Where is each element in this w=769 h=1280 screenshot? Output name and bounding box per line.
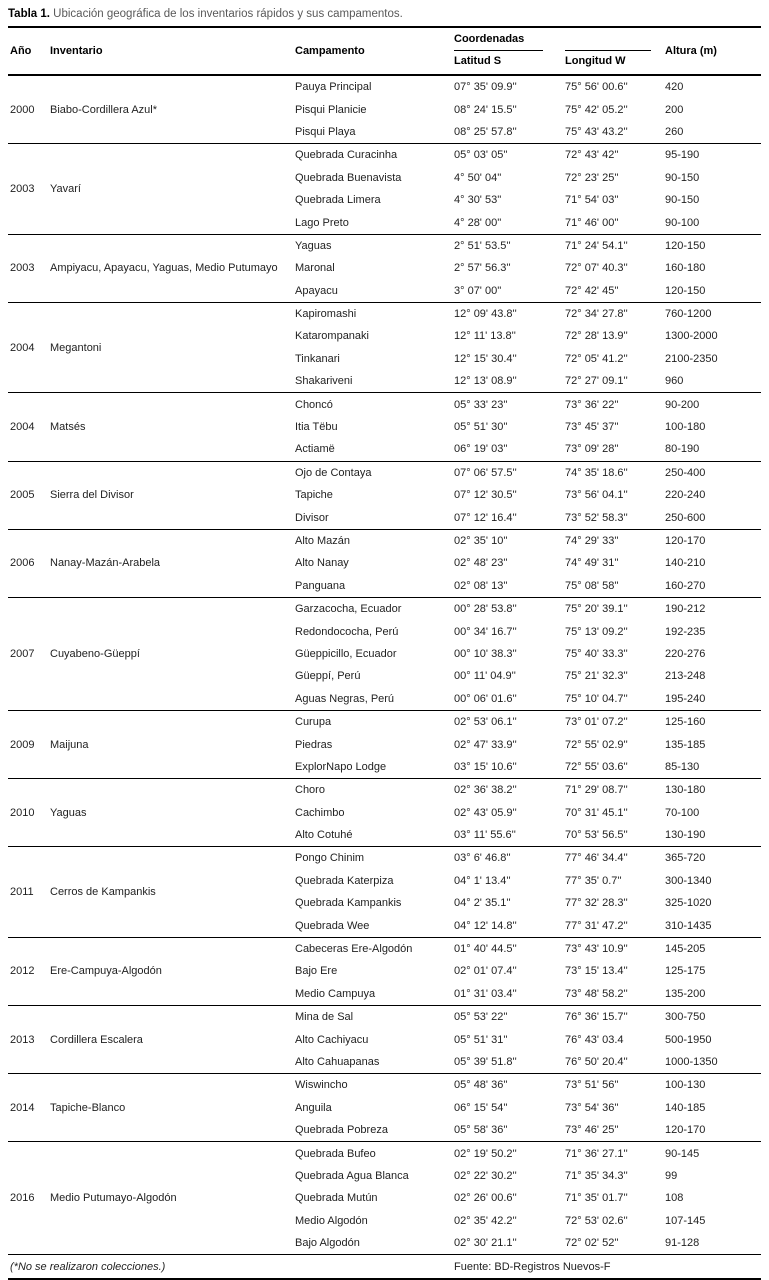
altura-cell: 145-205 xyxy=(663,937,761,960)
campamento-cell: Curupa xyxy=(293,710,452,733)
altura-cell: 213-248 xyxy=(665,670,706,683)
longitud-cell: 72° 42' 45'' xyxy=(565,284,619,297)
latitud-cell: 4° 28' 00'' xyxy=(454,216,502,229)
altura-cell: 91-128 xyxy=(665,1237,700,1250)
campamento-cell: Pongo Chinim xyxy=(293,847,452,870)
ano-cell: 2011 xyxy=(8,847,48,938)
campamento-cell: Maronal xyxy=(295,262,335,275)
latitud-cell: 01° 40' 44.5'' xyxy=(452,937,563,960)
altura-cell: 120-170 xyxy=(663,529,761,552)
inventario-cell: Tapiche-Blanco xyxy=(48,1074,293,1142)
latitud-cell: 3° 07' 00'' xyxy=(454,284,502,297)
latitud-cell: 02° 19' 50.2'' xyxy=(452,1142,563,1165)
campamento-cell: Actiamë xyxy=(295,443,335,456)
longitud-cell: 73° 09' 28'' xyxy=(565,443,619,456)
inventario-cell: Medio Putumayo-Algodón xyxy=(48,1142,293,1255)
inventory-group xyxy=(8,144,761,235)
table-header xyxy=(8,27,761,75)
campamento-cell: Alto Mazán xyxy=(293,529,452,552)
longitud-cell: 73° 46' 25'' xyxy=(565,1124,619,1137)
altura-cell: 260 xyxy=(665,125,684,138)
altura-cell: 192-235 xyxy=(665,625,706,638)
campamento-cell: Güeppicillo, Ecuador xyxy=(295,647,397,660)
campamento-cell: Ojo de Contaya xyxy=(293,461,452,484)
campamento-cell: Pisqui Planicie xyxy=(295,103,367,116)
latitud-cell: 02° 01' 07.4'' xyxy=(454,965,517,978)
longitud-cell: 71° 35' 01.7'' xyxy=(565,1192,628,1205)
campamento-cell: Quebrada Katerpiza xyxy=(295,874,394,887)
inventario-cell: Maijuna xyxy=(48,710,293,778)
altura-cell: 130-180 xyxy=(663,779,761,802)
campamento-cell: Kapiromashi xyxy=(293,302,452,325)
longitud-cell: 75° 20' 39.1'' xyxy=(563,597,663,620)
ano-cell: 2003 xyxy=(8,234,48,302)
campamento-cell: Katarompanaki xyxy=(295,330,369,343)
latitud-cell: 00° 11' 04.9'' xyxy=(454,670,516,683)
campamento-cell: Quebrada Buenavista xyxy=(295,171,402,184)
campamento-cell: Cabeceras Ere-Algodón xyxy=(293,937,452,960)
altura-cell: 85-130 xyxy=(665,760,700,773)
inventory-group xyxy=(8,1074,761,1142)
col-header-latitud: Latitud S xyxy=(452,50,563,75)
inventario-cell: Cordillera Escalera xyxy=(48,1006,293,1074)
latitud-cell: 05° 48' 36'' xyxy=(452,1074,563,1097)
campamento-cell: Redondococha, Perú xyxy=(295,625,399,638)
campamento-cell: Choncó xyxy=(293,393,452,416)
table-title-label: Tabla 1. xyxy=(8,8,50,20)
latitud-cell: 2° 51' 53.5'' xyxy=(452,234,563,257)
ano-cell: 2012 xyxy=(8,937,48,1005)
longitud-cell: 75° 42' 05.2'' xyxy=(565,103,628,116)
latitud-cell: 02° 26' 00.6'' xyxy=(454,1192,517,1205)
altura-cell: 420 xyxy=(663,75,761,98)
longitud-cell: 77° 31' 47.2'' xyxy=(565,919,628,932)
campamento-cell: Pauya Principal xyxy=(293,75,452,98)
altura-cell: 90-150 xyxy=(665,171,700,184)
altura-cell: 100-130 xyxy=(663,1074,761,1097)
longitud-cell: 72° 55' 03.6'' xyxy=(565,760,628,773)
inventario-cell: Ampiyacu, Apayacu, Yaguas, Medio Putumayo xyxy=(48,234,293,302)
inventario-cell: Yavarí xyxy=(48,144,293,235)
altura-cell: 300-750 xyxy=(663,1006,761,1029)
campamento-cell: Anguila xyxy=(295,1101,332,1114)
longitud-cell: 72° 02' 52'' xyxy=(565,1237,619,1250)
altura-cell: 960 xyxy=(665,375,684,388)
latitud-cell: 03° 11' 55.6'' xyxy=(454,829,516,842)
table-row xyxy=(8,144,761,167)
inventario-cell: Nanay-Mazán-Arabela xyxy=(48,529,293,597)
inventory-group xyxy=(8,461,761,529)
longitud-cell: 70° 31' 45.1'' xyxy=(565,806,628,819)
latitud-cell: 05° 51' 31'' xyxy=(454,1033,508,1046)
ano-cell: 2004 xyxy=(8,393,48,461)
altura-cell: 90-200 xyxy=(663,393,761,416)
latitud-cell: 12° 09' 43.8'' xyxy=(452,302,563,325)
inventory-group xyxy=(8,597,761,710)
longitud-cell: 72° 34' 27.8'' xyxy=(563,302,663,325)
inventario-cell: Yaguas xyxy=(48,779,293,847)
campamento-cell: Aguas Negras, Perú xyxy=(295,692,395,705)
table-row xyxy=(8,710,761,733)
campamento-cell: Cachimbo xyxy=(295,806,345,819)
altura-cell: 250-400 xyxy=(663,461,761,484)
campamento-cell: Tinkanari xyxy=(295,352,340,365)
longitud-cell: 77° 32' 28.3'' xyxy=(565,897,628,910)
altura-cell: 70-100 xyxy=(665,806,700,819)
campamento-cell: Quebrada Wee xyxy=(295,919,370,932)
table-row xyxy=(8,529,761,552)
latitud-cell: 02° 47' 33.9'' xyxy=(454,738,517,751)
latitud-cell: 04° 2' 35.1'' xyxy=(454,897,511,910)
latitud-cell: 02° 53' 06.1'' xyxy=(452,710,563,733)
campamento-cell: Yaguas xyxy=(293,234,452,257)
campamento-cell: Tapiche xyxy=(295,489,333,502)
latitud-cell: 00° 34' 16.7'' xyxy=(454,625,517,638)
latitud-cell: 04° 12' 14.8'' xyxy=(454,919,517,932)
campamento-cell: Pisqui Playa xyxy=(295,125,356,138)
inventario-cell: Matsés xyxy=(48,393,293,461)
latitud-cell: 07° 12' 30.5'' xyxy=(454,489,517,502)
latitud-cell: 08° 25' 57.8'' xyxy=(454,125,517,138)
longitud-cell: 71° 29' 08.7'' xyxy=(563,779,663,802)
latitud-cell: 06° 19' 03'' xyxy=(454,443,508,456)
altura-cell: 500-1950 xyxy=(665,1033,712,1046)
longitud-cell: 71° 54' 03'' xyxy=(565,194,619,207)
longitud-cell: 73° 52' 58.3'' xyxy=(565,511,628,524)
inventory-group xyxy=(8,234,761,302)
longitud-cell: 75° 10' 04.7'' xyxy=(565,692,628,705)
altura-cell: 108 xyxy=(665,1192,684,1205)
altura-cell: 135-200 xyxy=(665,987,706,1000)
latitud-cell: 02° 36' 38.2'' xyxy=(452,779,563,802)
longitud-cell: 75° 40' 33.3'' xyxy=(565,647,628,660)
campamento-cell: Panguana xyxy=(295,579,346,592)
inventario-cell: Megantoni xyxy=(48,302,293,393)
latitud-cell: 05° 39' 51.8'' xyxy=(454,1055,517,1068)
altura-cell: 125-160 xyxy=(663,710,761,733)
altura-cell: 200 xyxy=(665,103,684,116)
table-row xyxy=(8,779,761,802)
altura-cell: 325-1020 xyxy=(665,897,712,910)
longitud-cell: 75° 21' 32.3'' xyxy=(565,670,628,683)
altura-cell: 100-180 xyxy=(665,421,706,434)
altura-cell: 90-145 xyxy=(663,1142,761,1165)
latitud-cell: 05° 53' 22'' xyxy=(452,1006,563,1029)
latitud-cell: 02° 43' 05.9'' xyxy=(454,806,517,819)
table-row xyxy=(8,1074,761,1097)
latitud-cell: 02° 08' 13'' xyxy=(454,579,508,592)
latitud-cell: 12° 11' 13.8'' xyxy=(454,330,516,343)
longitud-cell: 73° 48' 58.2'' xyxy=(565,987,628,1000)
inventory-group xyxy=(8,393,761,461)
footnote: (*No se realizaron colecciones.) xyxy=(8,1255,452,1280)
campamento-cell: Alto Cahuapanas xyxy=(295,1055,380,1068)
col-header-altura: Altura (m) xyxy=(665,45,717,57)
campamento-cell: Wiswincho xyxy=(293,1074,452,1097)
table-row xyxy=(8,302,761,325)
table-row xyxy=(8,1006,761,1029)
inventory-table xyxy=(8,26,761,1280)
altura-cell: 140-185 xyxy=(665,1101,706,1114)
campamento-cell: Divisor xyxy=(295,511,329,524)
latitud-cell: 2° 57' 56.3'' xyxy=(454,262,511,275)
inventory-group xyxy=(8,529,761,597)
col-header-ano: Año xyxy=(10,45,32,57)
ano-cell: 2003 xyxy=(8,144,48,235)
longitud-cell: 76° 50' 20.4'' xyxy=(565,1055,628,1068)
altura-cell: 195-240 xyxy=(665,692,706,705)
table-row xyxy=(8,75,761,98)
inventory-group xyxy=(8,75,761,144)
longitud-cell: 75° 56' 00.6'' xyxy=(563,75,663,98)
altura-cell: 90-100 xyxy=(665,216,700,229)
altura-cell: 125-175 xyxy=(665,965,706,978)
campamento-cell: Mina de Sal xyxy=(293,1006,452,1029)
ano-cell: 2000 xyxy=(8,75,48,144)
inventario-cell: Sierra del Divisor xyxy=(48,461,293,529)
campamento-cell: Quebrada Curacinha xyxy=(293,144,452,167)
latitud-cell: 02° 35' 10'' xyxy=(452,529,563,552)
longitud-cell: 71° 36' 27.1'' xyxy=(563,1142,663,1165)
latitud-cell: 05° 03' 05'' xyxy=(452,144,563,167)
longitud-cell: 77° 46' 34.4'' xyxy=(563,847,663,870)
longitud-cell: 74° 35' 18.6'' xyxy=(563,461,663,484)
altura-cell: 95-190 xyxy=(663,144,761,167)
campamento-cell: ExplorNapo Lodge xyxy=(295,760,387,773)
ano-cell: 2013 xyxy=(8,1006,48,1074)
latitud-cell: 02° 35' 42.2'' xyxy=(454,1214,517,1227)
altura-cell: 365-720 xyxy=(663,847,761,870)
longitud-cell: 73° 56' 04.1'' xyxy=(565,489,628,502)
latitud-cell: 12° 13' 08.9'' xyxy=(454,375,517,388)
table-title xyxy=(8,8,761,20)
campamento-cell: Bajo Ere xyxy=(295,965,338,978)
ano-cell: 2007 xyxy=(8,597,48,710)
longitud-cell: 72° 05' 41.2'' xyxy=(565,352,628,365)
inventory-group xyxy=(8,847,761,938)
campamento-cell: Quebrada Pobreza xyxy=(295,1124,388,1137)
campamento-cell: Itia Tëbu xyxy=(295,421,338,434)
latitud-cell: 02° 30' 21.1'' xyxy=(454,1237,517,1250)
altura-cell: 250-600 xyxy=(665,511,706,524)
table-row xyxy=(8,597,761,620)
latitud-cell: 07° 06' 57.5'' xyxy=(452,461,563,484)
campamento-cell: Piedras xyxy=(295,738,333,751)
table-row xyxy=(8,847,761,870)
table-row xyxy=(8,937,761,960)
altura-cell: 310-1435 xyxy=(665,919,712,932)
campamento-cell: Medio Campuya xyxy=(295,987,376,1000)
footer-row xyxy=(8,1255,761,1280)
campamento-cell: Lago Preto xyxy=(295,216,349,229)
longitud-cell: 72° 55' 02.9'' xyxy=(565,738,628,751)
campamento-cell: Quebrada Kampankis xyxy=(295,897,402,910)
inventory-group xyxy=(8,1006,761,1074)
altura-cell: 220-240 xyxy=(665,489,706,502)
longitud-cell: 73° 51' 56'' xyxy=(563,1074,663,1097)
latitud-cell: 07° 12' 16.4'' xyxy=(454,511,517,524)
longitud-cell: 73° 45' 37'' xyxy=(565,421,619,434)
longitud-cell: 75° 43' 43.2'' xyxy=(565,125,628,138)
altura-cell: 130-190 xyxy=(665,829,706,842)
inventario-cell: Ere-Campuya-Algodón xyxy=(48,937,293,1005)
altura-cell: 1000-1350 xyxy=(665,1055,718,1068)
ano-cell: 2014 xyxy=(8,1074,48,1142)
table-row xyxy=(8,393,761,416)
latitud-cell: 01° 31' 03.4'' xyxy=(454,987,517,1000)
longitud-cell: 76° 36' 15.7'' xyxy=(563,1006,663,1029)
altura-cell: 220-276 xyxy=(665,647,706,660)
campamento-cell: Garzacocha, Ecuador xyxy=(293,597,452,620)
latitud-cell: 07° 35' 09.9'' xyxy=(452,75,563,98)
latitud-cell: 04° 1' 13.4'' xyxy=(454,874,511,887)
header-row-1 xyxy=(8,27,761,50)
campamento-cell: Shakariveni xyxy=(295,375,353,388)
campamento-cell: Quebrada Agua Blanca xyxy=(295,1169,409,1182)
col-header-inventario: Inventario xyxy=(50,45,103,57)
latitud-cell: 00° 10' 38.3'' xyxy=(454,647,517,660)
longitud-cell: 73° 15' 13.4'' xyxy=(565,965,628,978)
col-header-campamento: Campamento xyxy=(295,45,365,57)
altura-cell: 300-1340 xyxy=(665,874,712,887)
table-title-text: Ubicación geográfica de los inventarios rápidos y sus campamentos. xyxy=(53,8,403,20)
altura-cell: 90-150 xyxy=(665,194,700,207)
campamento-cell: Alto Nanay xyxy=(295,557,349,570)
campamento-cell: Medio Algodón xyxy=(295,1214,368,1227)
altura-cell: 2100-2350 xyxy=(665,352,718,365)
altura-cell: 120-150 xyxy=(665,284,706,297)
inventory-group xyxy=(8,1142,761,1255)
latitud-cell: 06° 15' 54'' xyxy=(454,1101,508,1114)
latitud-cell: 03° 15' 10.6'' xyxy=(454,760,517,773)
latitud-cell: 05° 51' 30'' xyxy=(454,421,508,434)
table-row xyxy=(8,461,761,484)
campamento-cell: Güeppí, Perú xyxy=(295,670,361,683)
inventory-group xyxy=(8,779,761,847)
longitud-cell: 72° 27' 09.1'' xyxy=(565,375,628,388)
longitud-cell: 70° 53' 56.5'' xyxy=(565,829,628,842)
longitud-cell: 71° 24' 54.1'' xyxy=(563,234,663,257)
col-header-longitud: Longitud W xyxy=(563,50,663,75)
latitud-cell: 08° 24' 15.5'' xyxy=(454,103,517,116)
ano-cell: 2016 xyxy=(8,1142,48,1255)
inventario-cell: Cerros de Kampankis xyxy=(48,847,293,938)
latitud-cell: 05° 33' 23'' xyxy=(452,393,563,416)
latitud-cell: 05° 58' 36'' xyxy=(454,1124,508,1137)
ano-cell: 2009 xyxy=(8,710,48,778)
longitud-cell: 77° 35' 0.7'' xyxy=(565,874,622,887)
inventory-group xyxy=(8,302,761,393)
source-note: Fuente: BD-Registros Nuevos-F xyxy=(452,1255,761,1280)
longitud-cell: 74° 29' 33'' xyxy=(563,529,663,552)
longitud-cell: 71° 46' 00'' xyxy=(565,216,619,229)
latitud-cell: 03° 6' 46.8'' xyxy=(452,847,563,870)
latitud-cell: 00° 06' 01.6'' xyxy=(454,692,517,705)
longitud-cell: 73° 54' 36'' xyxy=(565,1101,619,1114)
latitud-cell: 02° 48' 23'' xyxy=(454,557,508,570)
altura-cell: 107-145 xyxy=(665,1214,706,1227)
longitud-cell: 74° 49' 31'' xyxy=(565,557,619,570)
latitud-cell: 02° 22' 30.2'' xyxy=(454,1169,517,1182)
campamento-cell: Alto Cachiyacu xyxy=(295,1033,369,1046)
inventario-cell: Biabo-Cordillera Azul* xyxy=(48,75,293,144)
longitud-cell: 72° 07' 40.3'' xyxy=(565,262,628,275)
table-footer xyxy=(8,1255,761,1280)
campamento-cell: Alto Cotuhé xyxy=(295,829,353,842)
altura-cell: 160-180 xyxy=(665,262,706,275)
longitud-cell: 75° 13' 09.2'' xyxy=(565,625,628,638)
altura-cell: 160-270 xyxy=(665,579,706,592)
altura-cell: 120-150 xyxy=(663,234,761,257)
campamento-cell: Quebrada Limera xyxy=(295,194,381,207)
inventory-group xyxy=(8,937,761,1005)
altura-cell: 120-170 xyxy=(665,1124,706,1137)
ano-cell: 2010 xyxy=(8,779,48,847)
longitud-cell: 76° 43' 03.4 xyxy=(565,1033,624,1046)
latitud-cell: 4° 50' 04'' xyxy=(454,171,502,184)
altura-cell: 140-210 xyxy=(665,557,706,570)
longitud-cell: 73° 36' 22'' xyxy=(563,393,663,416)
altura-cell: 760-1200 xyxy=(663,302,761,325)
longitud-cell: 72° 23' 25'' xyxy=(565,171,619,184)
campamento-cell: Bajo Algodón xyxy=(295,1237,360,1250)
longitud-cell: 71° 35' 34.3'' xyxy=(565,1169,628,1182)
campamento-cell: Quebrada Mutún xyxy=(295,1192,378,1205)
table-row xyxy=(8,1142,761,1165)
ano-cell: 2005 xyxy=(8,461,48,529)
altura-cell: 99 xyxy=(665,1169,678,1182)
campamento-cell: Choro xyxy=(293,779,452,802)
longitud-cell: 75° 08' 58'' xyxy=(565,579,619,592)
campamento-cell: Apayacu xyxy=(295,284,338,297)
ano-cell: 2006 xyxy=(8,529,48,597)
table-row xyxy=(8,234,761,257)
longitud-cell: 72° 28' 13.9'' xyxy=(565,330,628,343)
latitud-cell: 12° 15' 30.4'' xyxy=(454,352,517,365)
altura-cell: 135-185 xyxy=(665,738,706,751)
longitud-cell: 72° 43' 42'' xyxy=(563,144,663,167)
ano-cell: 2004 xyxy=(8,302,48,393)
altura-cell: 80-190 xyxy=(665,443,700,456)
inventario-cell: Cuyabeno-Güeppí xyxy=(48,597,293,710)
longitud-cell: 72° 53' 02.6'' xyxy=(565,1214,628,1227)
altura-cell: 190-212 xyxy=(663,597,761,620)
longitud-cell: 73° 01' 07.2'' xyxy=(563,710,663,733)
altura-cell: 1300-2000 xyxy=(665,330,718,343)
latitud-cell: 4° 30' 53'' xyxy=(454,194,502,207)
inventory-group xyxy=(8,710,761,778)
latitud-cell: 00° 28' 53.8'' xyxy=(452,597,563,620)
col-header-coordenadas: Coordenadas xyxy=(454,33,525,45)
longitud-cell: 73° 43' 10.9'' xyxy=(563,937,663,960)
campamento-cell: Quebrada Bufeo xyxy=(293,1142,452,1165)
